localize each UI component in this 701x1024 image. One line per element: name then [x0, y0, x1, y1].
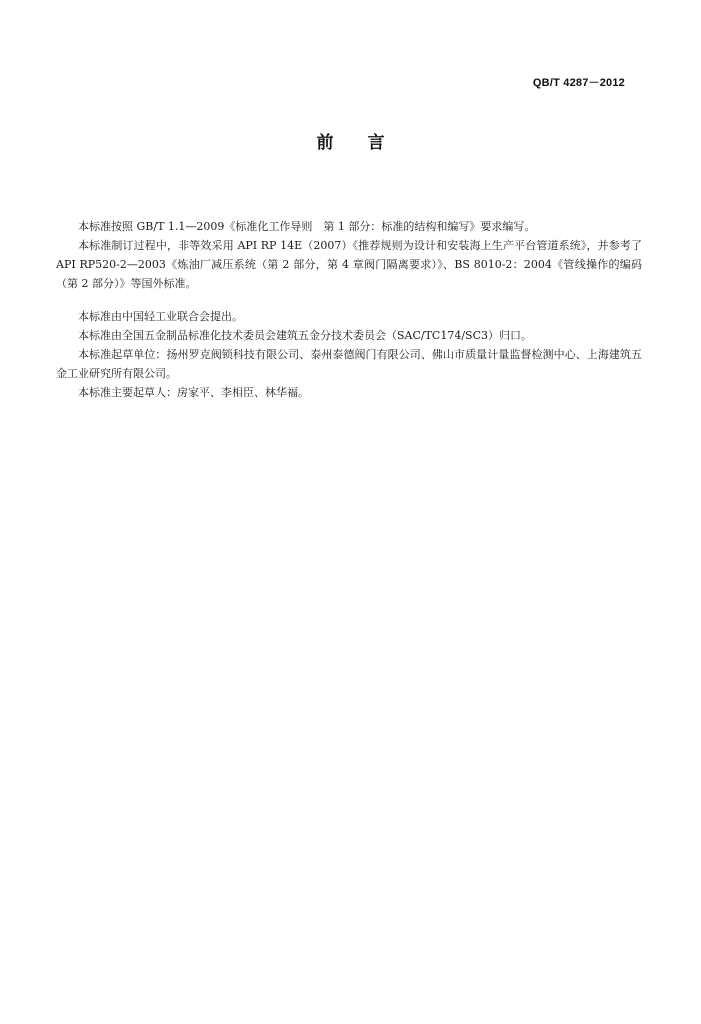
paragraph-spacer: [56, 293, 642, 307]
page-title: 前言: [316, 133, 419, 153]
paragraph-drafters: 本标准主要起草人：房家平、李相臣、林华福。: [78, 386, 309, 399]
paragraph-reference-standards: 本标准制订过程中，非等效采用 API RP 14E（2007）《推荐规则为设计和安装海上生产平台管道系统》，并参考了 API RP520-2—2003《炼油厂减压系统（第 2 部分，第 4 章阀门隔离要求）》、BS 8010-2：2004《管线操作的编码（第 2 部分）》等国外标准。: [56, 239, 642, 290]
paragraph-drafting-units: 本标准起草单位：扬州罗克阀锁科技有限公司、泰州泰德阀门有限公司、佛山市质量计量监督检测中心、上海建筑五金工业研究所有限公司。: [56, 348, 642, 380]
standard-number: QB/T 4287－2012: [532, 77, 625, 89]
paragraph-committee: 本标准由全国五金制品标准化技术委员会建筑五金分技术委员会（SAC/TC174/SC3）归口。: [78, 329, 533, 342]
paragraph-drafting-rules: 本标准按照 GB/T 1.1—2009《标准化工作导则 第 1 部分：标准的结构和编写》要求编写。: [78, 220, 536, 233]
paragraph-proposer: 本标准由中国轻工业联合会提出。: [78, 310, 243, 323]
document-body: [56, 217, 642, 402]
